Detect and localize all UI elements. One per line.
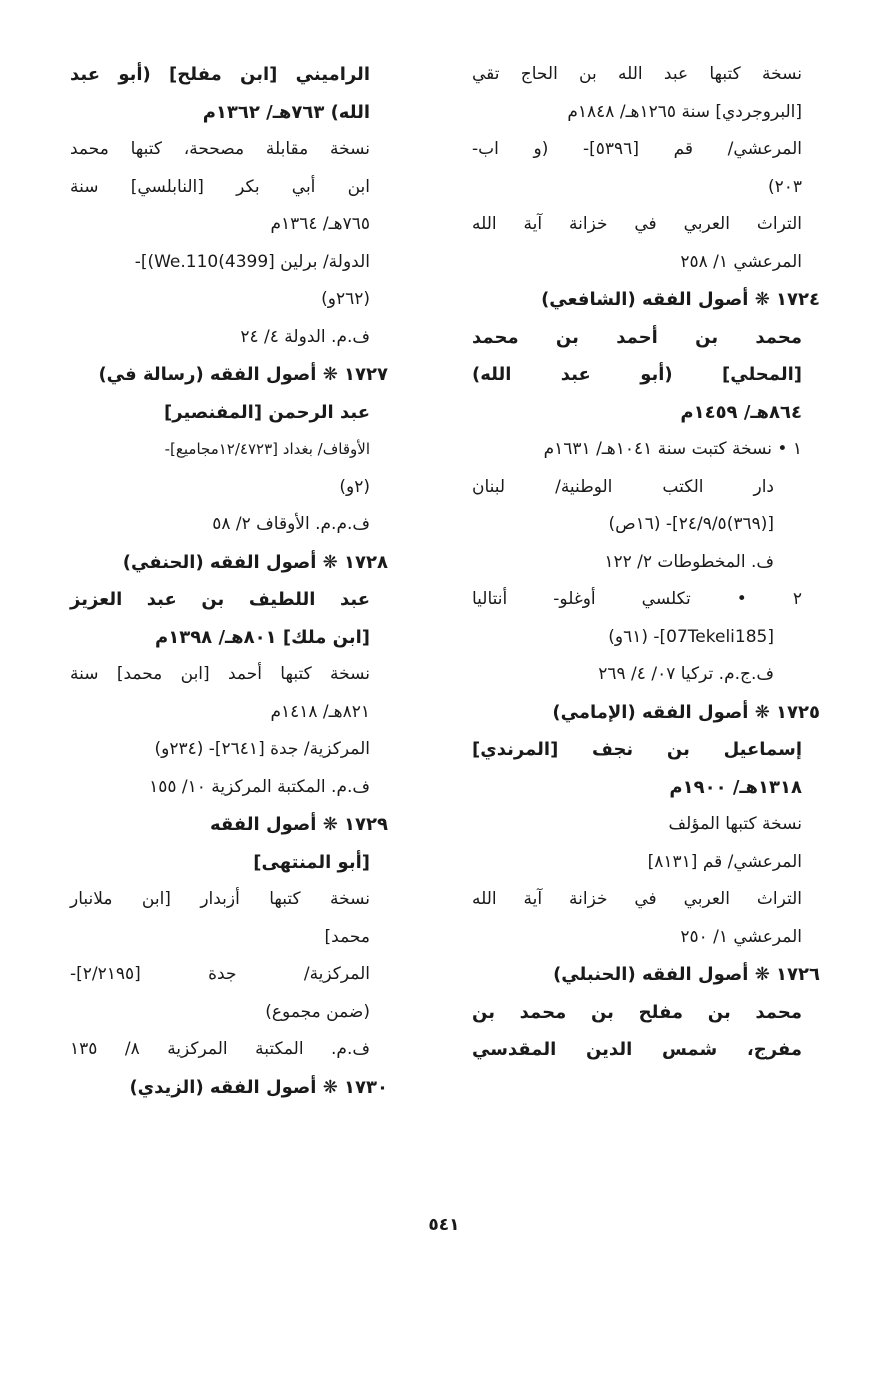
- text-line: (٢٦٢و): [321, 289, 370, 309]
- text-line: محمد]: [324, 926, 370, 947]
- entry-heading: ١٧٢٧ ❋ أصول الفقه (رسالة في): [98, 364, 388, 385]
- text-line: ابن أبي بكر [النابلسي] سنة: [70, 176, 370, 197]
- text-line: عبد الرحمن [المفنصير]: [164, 401, 370, 423]
- text-line: ٨٦٤هـ/ ١٤٥٩م: [680, 401, 802, 423]
- text-line: إسماعيل بن نجف [المرندي]: [472, 739, 802, 760]
- text-line: [المحلي] (أبو عبد الله): [472, 364, 802, 385]
- text-line: [أبو المنتهى]: [253, 851, 370, 873]
- right-column: [472, 56, 820, 1069]
- text-line: مفرج، شمس الدين المقدسي: [472, 1039, 802, 1060]
- text-line: عبد اللطيف بن عبد العزيز: [70, 589, 370, 610]
- text-line: ف.م.م. الأوقاف ٢/ ٥٨: [212, 514, 370, 534]
- text-line: التراث العربي في خزانة آية الله: [472, 889, 802, 909]
- text-line: المرعشي ١/ ٢٥٨: [680, 251, 802, 272]
- text-line: نسخة كتبها عبد الله بن الحاج تقي: [472, 64, 802, 84]
- text-line: [البروجردي] سنة ١٢٦٥هـ/ ١٨٤٨م: [567, 101, 802, 122]
- left-column: [70, 56, 388, 1106]
- entry-heading: ١٧٢٨ ❋ أصول الفقه (الحنفي): [122, 551, 388, 573]
- text-line: [ابن ملك] ٨٠١هـ/ ١٣٩٨م: [155, 626, 370, 648]
- text-line: محمد بن مفلح بن محمد بن: [472, 1001, 802, 1023]
- entry-heading: ١٧٢٥ ❋ أصول الفقه (الإمامي): [552, 701, 820, 723]
- text-line: الله) ٧٦٣هـ/ ١٣٦٢م: [202, 101, 370, 123]
- text-line: المركزية/ جدة [٢/٢١٩٥]-: [70, 964, 370, 984]
- text-line: نسخة كتبها أزبدار [ابن ملانبار: [70, 889, 370, 909]
- text-line: المركزية/ جدة [٢٦٤١]- (٢٣٤و): [154, 739, 370, 759]
- text-line: الدولة/ برلين [4399)We.110)]-: [134, 251, 370, 272]
- text-line: ١٣١٨هـ/ ١٩٠٠م: [669, 776, 802, 798]
- text-line: الأوقاف/ بغداد [١٢/٤٧٢٣مجاميع]-: [164, 440, 370, 458]
- entry-heading: ١٧٢٤ ❋ أصول الفقه (الشافعي): [541, 289, 820, 310]
- text-line: نسخة كتبها المؤلف: [668, 814, 802, 834]
- text-line: الراميني [ابن مفلح] (أبو عبد: [70, 64, 370, 85]
- text-line: ٢ • تكلسي أوغلو- أنتاليا: [472, 589, 802, 609]
- text-line: المرعشي/ قم [٥٣٩٦]- (و اب-: [472, 139, 803, 159]
- entry-heading: ١٧٢٦ ❋ أصول الفقه (الحنبلي): [553, 964, 820, 985]
- text-line: ف.ج.م. تركيا ٠٧/ ٤/ ٢٦٩: [598, 664, 774, 684]
- text-line: دار الكتب الوطنية/ لبنان: [472, 476, 774, 497]
- text-line: المرعشي ١/ ٢٥٠: [680, 926, 802, 947]
- text-line: المرعشي/ قم [٨١٣١]: [647, 851, 802, 872]
- text-line: محمد بن أحمد بن محمد: [472, 326, 802, 348]
- text-line: ف.م. المكتبة المركزية ٨/ ١٣٥: [70, 1039, 370, 1059]
- text-line: (٢و): [339, 476, 370, 497]
- text-line: التراث العربي في خزانة آية الله: [472, 214, 802, 234]
- text-line: ٨٢١هـ/ ١٤١٨م: [270, 701, 370, 722]
- text-line: (ضمن مجموع): [265, 1001, 370, 1022]
- text-line: ٢٠٣): [767, 176, 802, 197]
- text-line: ف.م. الدولة ٤/ ٢٤: [240, 326, 370, 347]
- text-line: ٧٦٥هـ/ ١٣٦٤م: [270, 214, 370, 234]
- text-line: نسخة مقابلة مصححة، كتبها محمد: [70, 139, 370, 159]
- text-line: [(٣٦٩)٢٤/٩/٥]- (١٦ص): [608, 514, 774, 534]
- text-line: ف.م. المكتبة المركزية ١٠/ ١٥٥: [149, 776, 370, 797]
- entry-heading: ١٧٣٠ ❋ أصول الفقه (الزيدي): [129, 1076, 388, 1098]
- text-line: [07Tekeli185]- (٦١و): [608, 626, 774, 647]
- text-line: ١ • نسخة كتبت سنة ١٠٤١هـ/ ١٦٣١م: [543, 439, 802, 459]
- page-number: ٥٤١: [428, 1215, 460, 1235]
- entry-heading: ١٧٢٩ ❋ أصول الفقه: [209, 814, 388, 835]
- text-line: نسخة كتبها أحمد [ابن محمد] سنة: [70, 664, 370, 684]
- text-line: ف. المخطوطات ٢/ ١٢٢: [604, 551, 774, 572]
